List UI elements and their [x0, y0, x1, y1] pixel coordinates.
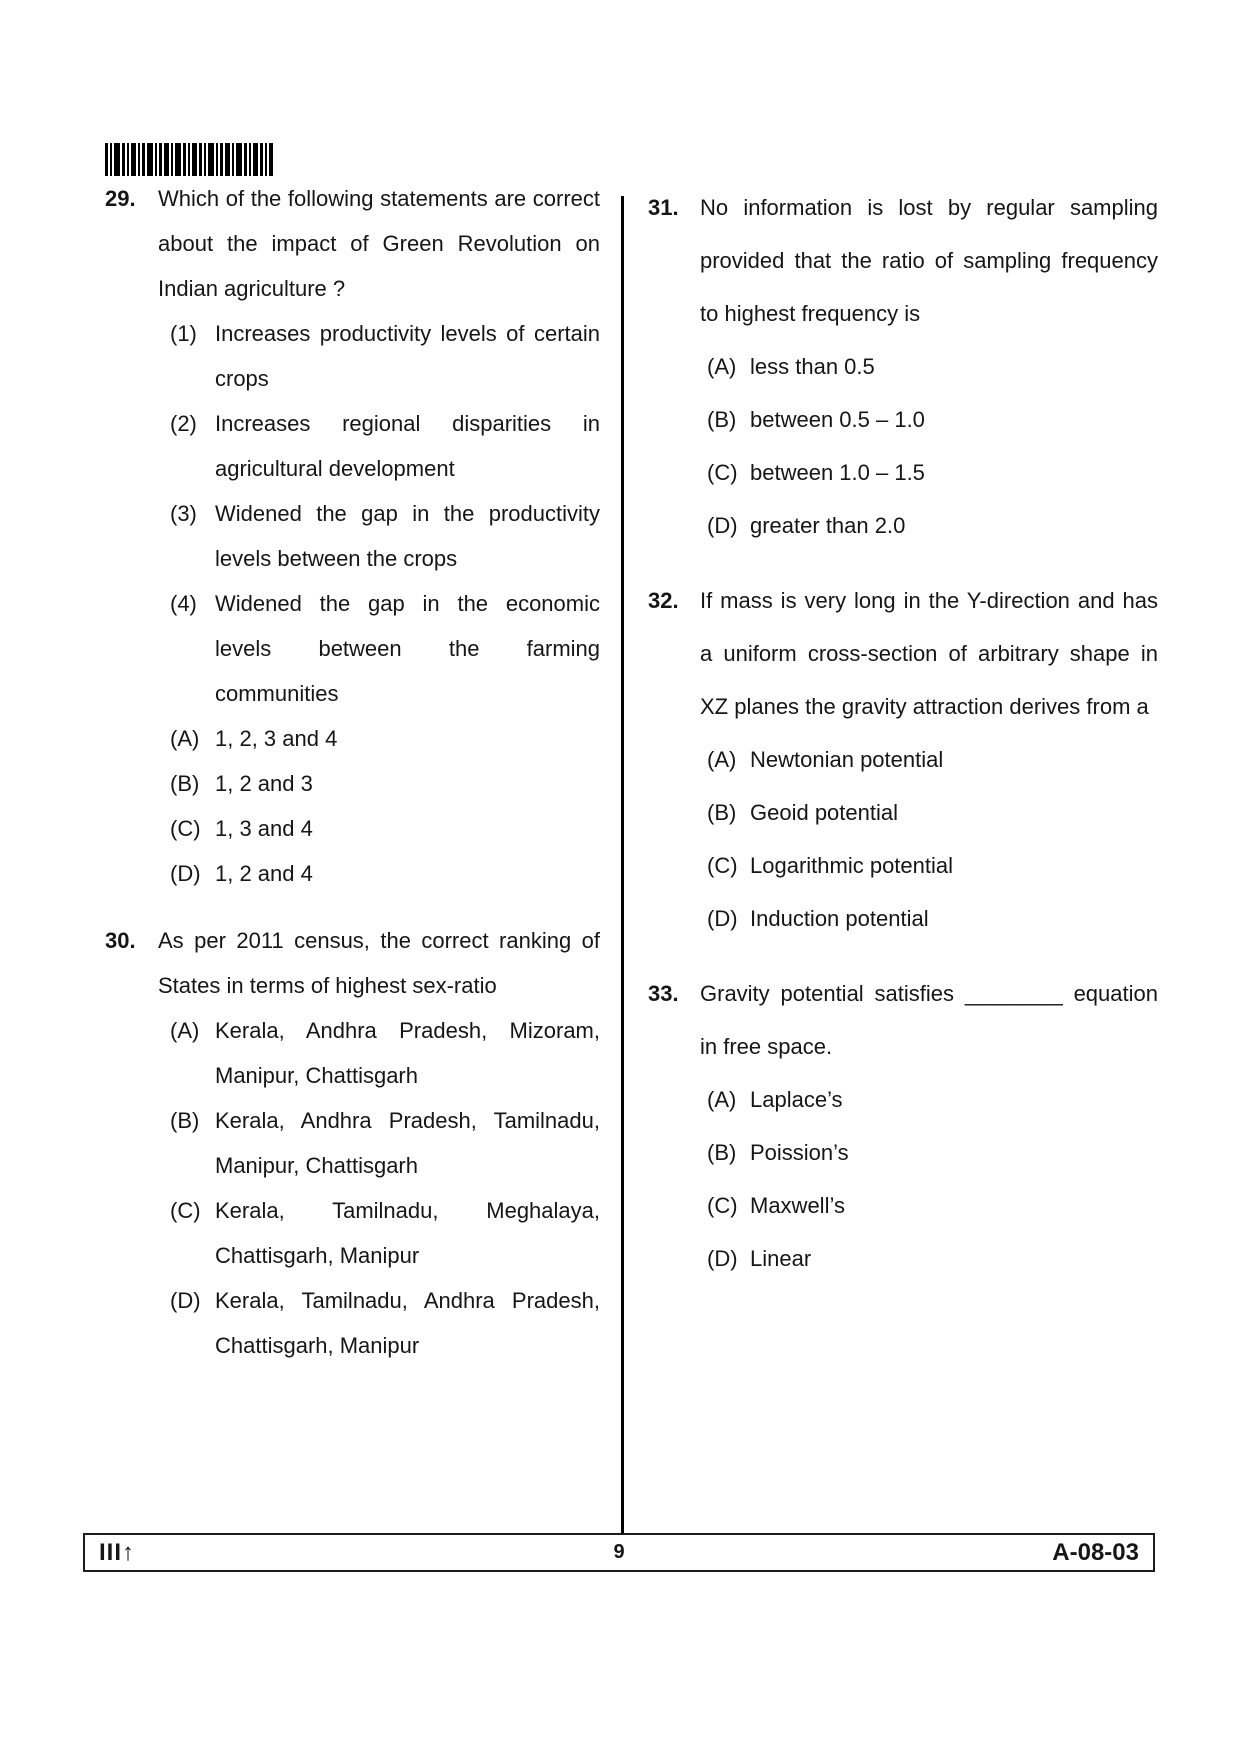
- answer-option-label: (B): [707, 1140, 737, 1165]
- answer-option-row: [707, 1232, 1158, 1285]
- sub-option-label: (3): [170, 501, 197, 526]
- answer-option-label: (C): [707, 1193, 738, 1218]
- answer-option-text: Kerala, Tamilnadu, Meghalaya, Chattisgarh, Manipur: [215, 1198, 600, 1268]
- answer-option-row: [170, 806, 600, 851]
- barcode: [105, 143, 273, 176]
- sub-option-label: (4): [170, 591, 197, 616]
- question-30: [105, 918, 600, 1368]
- answer-option-row: [170, 716, 600, 761]
- answer-option-label: (A): [170, 1018, 200, 1043]
- sub-option-row: [170, 401, 600, 491]
- question-number: 29.: [105, 186, 136, 211]
- answer-option-row: [707, 1179, 1158, 1232]
- answer-option-label: (C): [707, 460, 738, 485]
- question-31: [648, 181, 1158, 552]
- answer-option-label: (C): [707, 853, 738, 878]
- answer-option-label: (D): [707, 1246, 738, 1271]
- answer-option-row: [707, 446, 1158, 499]
- answer-option-row: [170, 851, 600, 896]
- answer-option-label: (A): [170, 726, 200, 751]
- answer-option-label: (B): [707, 407, 737, 432]
- sub-option-text: Widened the gap in the productivity levels between the crops: [215, 501, 600, 571]
- answer-option-text: Logarithmic potential: [750, 853, 954, 878]
- answer-option-label: (A): [707, 1087, 737, 1112]
- question-row: [648, 574, 1158, 733]
- answer-option-text: Maxwell’s: [750, 1193, 845, 1218]
- answer-option-row: [707, 1126, 1158, 1179]
- answer-option-label: (D): [707, 906, 738, 931]
- answer-option-text: Kerala, Tamilnadu, Andhra Pradesh, Chattisgarh, Manipur: [215, 1288, 600, 1358]
- question-text: If mass is very long in the Y-direction and has a uniform cross-section of arbitrary shape in XZ planes the gravity attraction derives from a: [700, 588, 1158, 719]
- page-number: 9: [613, 1541, 625, 1563]
- answer-option-text: 1, 3 and 4: [215, 816, 313, 841]
- answer-option-label: (B): [707, 800, 737, 825]
- question-number: 31.: [648, 195, 679, 220]
- answer-option-text: 1, 2 and 4: [215, 861, 313, 886]
- sub-option-text: Increases regional disparities in agricultural development: [215, 411, 600, 481]
- answer-option-label: (D): [170, 861, 201, 886]
- question-33: [648, 967, 1158, 1285]
- question-text: As per 2011 census, the correct ranking of States in terms of highest sex-ratio: [158, 928, 600, 998]
- question-text: No information is lost by regular sampling provided that the ratio of sampling frequency to highest frequency is: [700, 195, 1158, 326]
- answer-option-row: [170, 1008, 600, 1098]
- answer-option-label: (C): [170, 1198, 201, 1223]
- question-32: [648, 574, 1158, 945]
- answer-option-row: [170, 1188, 600, 1278]
- answer-option-text: Kerala, Andhra Pradesh, Mizoram, Manipur, Chattisgarh: [215, 1018, 600, 1088]
- answer-option-row: [707, 892, 1158, 945]
- answer-option-text: Linear: [750, 1246, 812, 1271]
- answer-option-row: [170, 1098, 600, 1188]
- series-mark: [85, 1539, 135, 1567]
- answer-option-text: Laplace’s: [750, 1087, 843, 1112]
- answer-option-text: Geoid potential: [750, 800, 898, 825]
- answer-option-row: [170, 1278, 600, 1368]
- answer-option-label: (D): [707, 513, 738, 538]
- answer-option-row: [170, 761, 600, 806]
- left-column: [105, 176, 600, 1368]
- answer-option-label: (A): [707, 354, 737, 379]
- sub-option-row: [170, 581, 600, 716]
- answer-option-row: [707, 786, 1158, 839]
- sub-option-label: (1): [170, 321, 197, 346]
- answer-option-row: [707, 839, 1158, 892]
- answer-option-row: [707, 1073, 1158, 1126]
- sub-option-row: [170, 311, 600, 401]
- right-column: [648, 181, 1158, 1285]
- question-row: [105, 176, 600, 311]
- answer-option-text: Kerala, Andhra Pradesh, Tamilnadu, Manipur, Chattisgarh: [215, 1108, 600, 1178]
- question-29: [105, 176, 600, 896]
- sub-option-text: Increases productivity levels of certain crops: [215, 321, 600, 391]
- column-divider: [621, 196, 624, 1533]
- answer-option-row: [707, 393, 1158, 446]
- series-mark-text: III: [99, 1538, 123, 1566]
- answer-option-text: 1, 2 and 3: [215, 771, 313, 796]
- answer-option-label: (C): [170, 816, 201, 841]
- answer-option-row: [707, 499, 1158, 552]
- answer-option-label: (D): [170, 1288, 201, 1313]
- answer-option-text: greater than 2.0: [750, 513, 906, 538]
- sub-option-row: [170, 491, 600, 581]
- question-row: [648, 967, 1158, 1073]
- answer-option-text: less than 0.5: [750, 354, 875, 379]
- question-text: Gravity potential satisfies ________ equation in free space.: [700, 981, 1158, 1059]
- answer-option-text: Induction potential: [750, 906, 929, 931]
- answer-option-label: (B): [170, 771, 200, 796]
- question-row: [648, 181, 1158, 340]
- question-number: 30.: [105, 928, 136, 953]
- question-text: Which of the following statements are correct about the impact of Green Revolution on Indian agriculture ?: [158, 186, 600, 301]
- up-arrow-icon: ↑: [122, 1538, 136, 1566]
- sub-option-text: Widened the gap in the economic levels between the farming communities: [215, 591, 600, 706]
- answer-option-text: between 1.0 – 1.5: [750, 460, 925, 485]
- answer-option-row: [707, 733, 1158, 786]
- sub-option-label: (2): [170, 411, 197, 436]
- answer-option-label: (A): [707, 747, 737, 772]
- question-number: 33.: [648, 981, 679, 1006]
- answer-option-row: [707, 340, 1158, 393]
- booklet-code: A-08-03: [1052, 1538, 1139, 1566]
- answer-option-text: 1, 2, 3 and 4: [215, 726, 338, 751]
- answer-option-text: Newtonian potential: [750, 747, 944, 772]
- footer-bar: [83, 1533, 1155, 1572]
- question-row: [105, 918, 600, 1008]
- answer-option-text: between 0.5 – 1.0: [750, 407, 925, 432]
- answer-option-text: Poission’s: [750, 1140, 849, 1165]
- answer-option-label: (B): [170, 1108, 200, 1133]
- question-number: 32.: [648, 588, 679, 613]
